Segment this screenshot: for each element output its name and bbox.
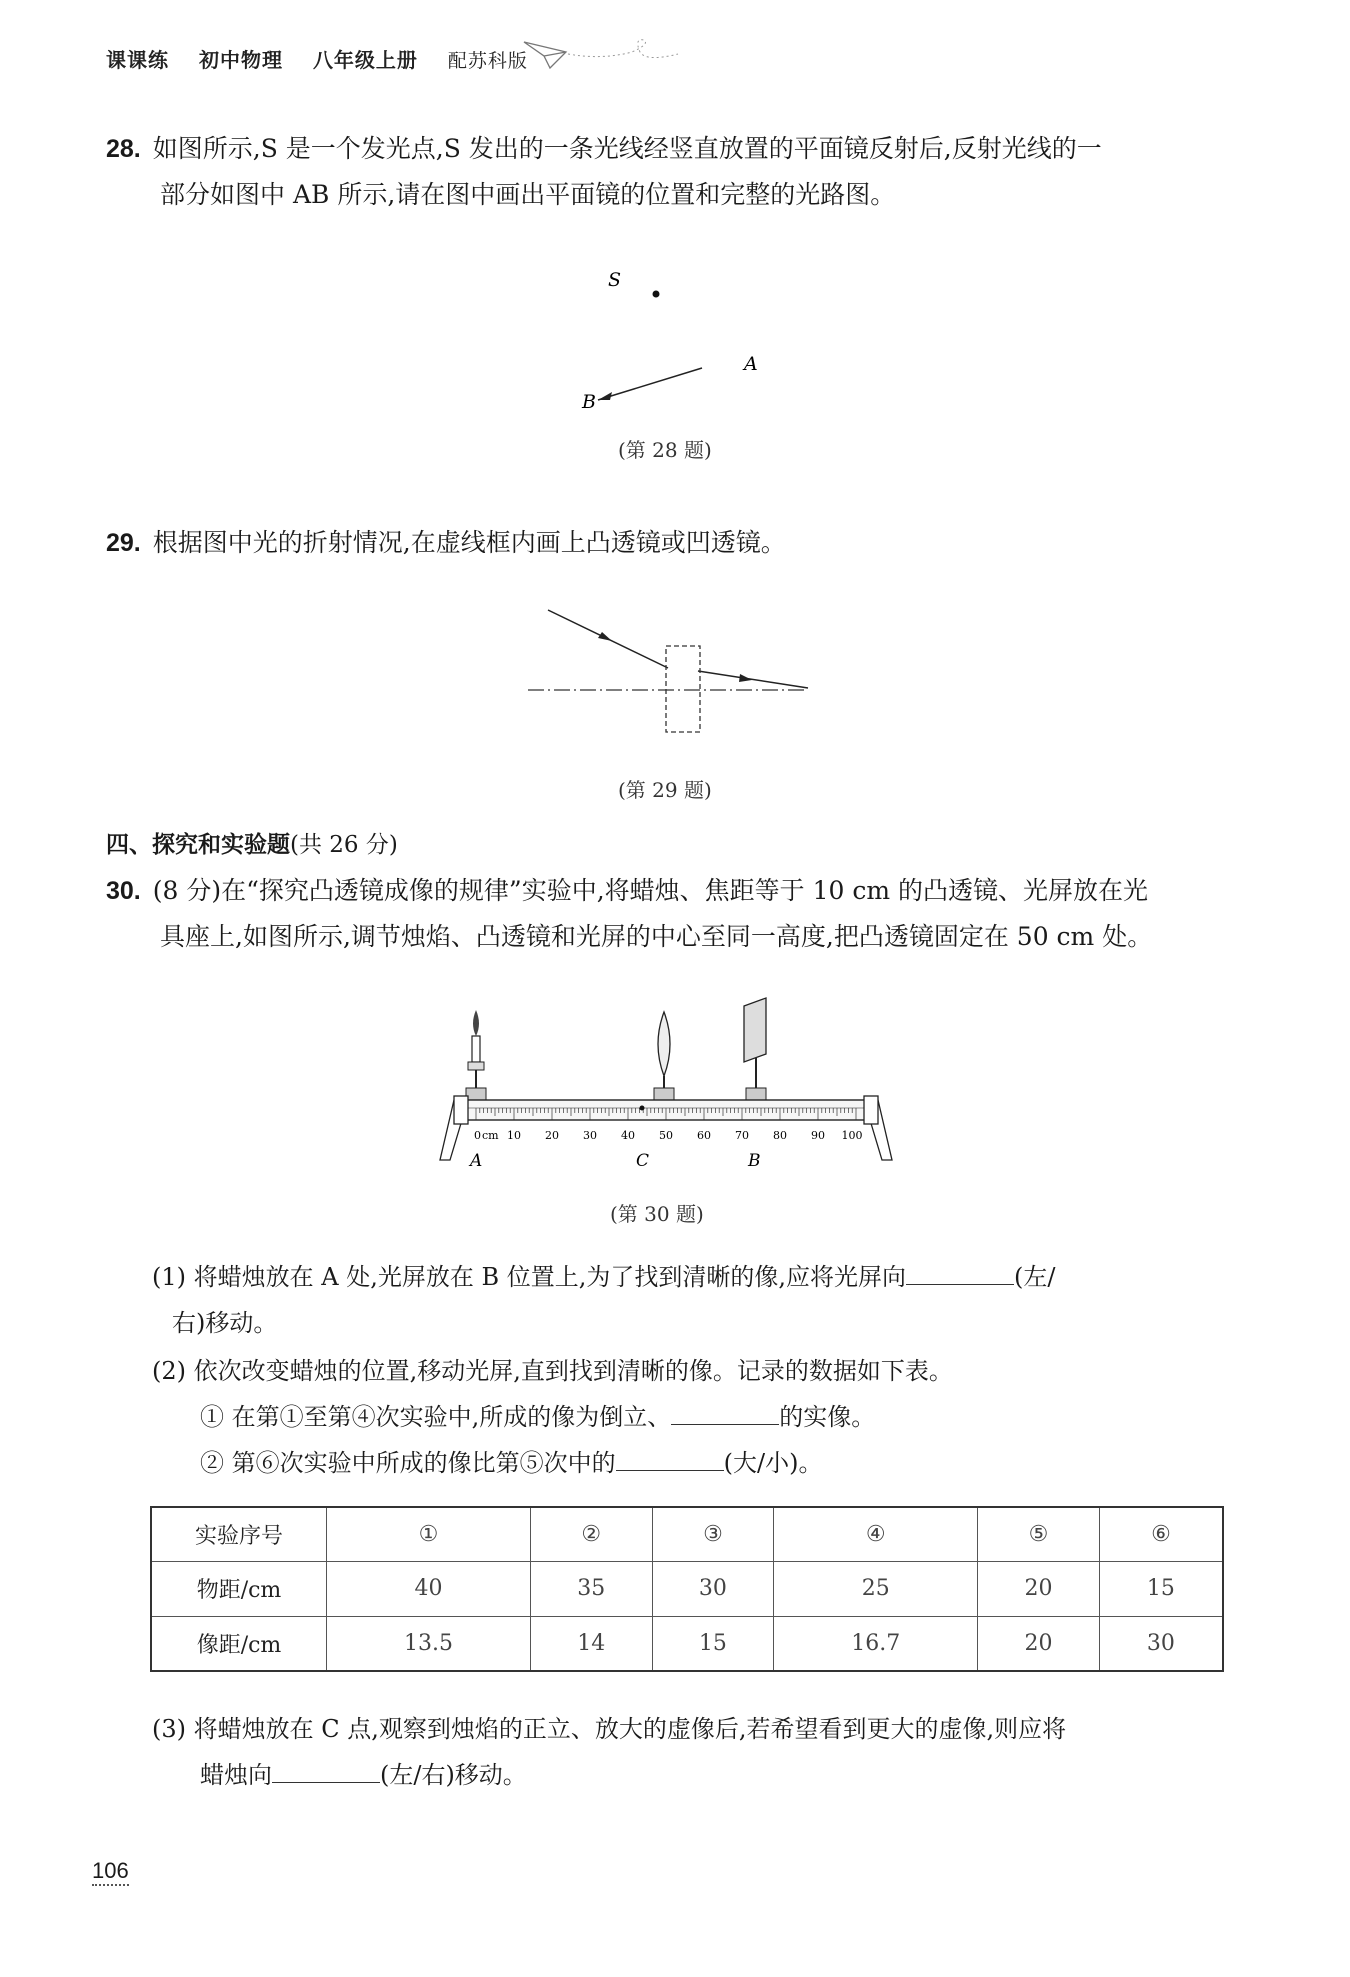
table-cell: 30 — [1099, 1616, 1223, 1671]
q28-figure — [560, 262, 780, 422]
q30-part2-2-end: (大/小)。 — [723, 1449, 823, 1477]
candle-holder — [468, 1062, 484, 1070]
light-screen — [744, 998, 766, 1062]
bench-label-a: A — [470, 1151, 483, 1171]
ruler-tick-70: 70 — [735, 1129, 749, 1142]
ruler-tick-80: 80 — [773, 1129, 787, 1142]
answer-blank-1[interactable] — [906, 1258, 1014, 1285]
q30-optical-bench — [436, 996, 896, 1180]
q30-part2-1-text: ① 在第①至第④次实验中,所成的像为倒立、 — [200, 1403, 672, 1431]
table-header-cell: ① — [327, 1507, 531, 1562]
table-cell: 25 — [774, 1562, 978, 1616]
table-cell: 15 — [1099, 1562, 1223, 1616]
answer-blank-2[interactable] — [671, 1398, 779, 1425]
table-header-row — [151, 1507, 1223, 1562]
table-cell: 20 — [978, 1562, 1100, 1616]
q29-caption: (第 29 题) — [618, 778, 712, 802]
section-title — [106, 826, 398, 859]
bench-label-c: C — [636, 1151, 650, 1171]
header-series: 课课练 — [106, 48, 169, 72]
incident-arrow-icon — [598, 632, 612, 641]
q30-part3-end: (左/右)移动。 — [380, 1761, 527, 1789]
header-subject: 初中物理 — [198, 48, 283, 72]
q28-label-b: B — [582, 391, 596, 413]
table-row — [151, 1562, 1223, 1616]
q30-part2 — [152, 1348, 1232, 1486]
table-cell: 14 — [530, 1616, 652, 1671]
table-header-cell: ④ — [774, 1507, 978, 1562]
ruler-tick-60: 60 — [697, 1129, 711, 1142]
ruler-tick-0: 0 — [474, 1129, 481, 1142]
section-title-text: 四、探究和实验题 — [106, 832, 290, 858]
q30-caption: (第 30 题) — [610, 1202, 704, 1226]
q30-part2-2-text: ② 第⑥次实验中所成的像比第⑤次中的 — [200, 1449, 616, 1477]
q30-line1: (8 分)在“探究凸透镜成像的规律”实验中,将蜡烛、焦距等于 10 cm 的凸透镜、光屏放在光 — [152, 876, 1148, 905]
ruler-tick-100: 100 — [841, 1129, 863, 1142]
ruler-unit: cm — [482, 1129, 499, 1142]
q30-part3-text2: 蜡烛向 — [200, 1761, 272, 1789]
q30-part3 — [152, 1706, 1232, 1798]
refracted-ray — [698, 671, 808, 688]
table-row — [151, 1616, 1223, 1671]
answer-blank-4[interactable] — [272, 1756, 380, 1783]
q30-part3-text: (3) 将蜡烛放在 C 点,观察到烛焰的正立、放大的虚像后,若希望看到更大的虚像,则应将 — [152, 1715, 1067, 1743]
ruler-tick-10: 10 — [507, 1129, 521, 1142]
ruler-tick-50: 50 — [659, 1129, 673, 1142]
point-s — [653, 291, 660, 298]
table-header-cell: ③ — [652, 1507, 774, 1562]
table-header-cell: 实验序号 — [151, 1507, 327, 1562]
table-cell: 30 — [652, 1562, 774, 1616]
q28-label-a: A — [744, 353, 758, 375]
q29-number: 29. — [106, 529, 141, 557]
table-row-label: 像距/cm — [151, 1616, 327, 1671]
table-cell: 20 — [978, 1616, 1100, 1671]
table-cell: 35 — [530, 1562, 652, 1616]
page-header — [106, 44, 550, 73]
ruler-tick-90: 90 — [811, 1129, 825, 1142]
q29-text: 根据图中光的折射情况,在虚线框内画上凸透镜或凹透镜。 — [152, 528, 786, 557]
q30-part2-text: (2) 依次改变蜡烛的位置,移动光屏,直到找到清晰的像。记录的数据如下表。 — [152, 1357, 953, 1385]
refracted-arrow-icon — [739, 674, 752, 682]
answer-blank-3[interactable] — [616, 1444, 724, 1471]
question-28 — [106, 126, 1256, 218]
q28-label-s: S — [608, 269, 622, 291]
header-grade: 八年级上册 — [312, 48, 418, 72]
ruler-tick-30: 30 — [583, 1129, 597, 1142]
candle-flame — [473, 1010, 479, 1036]
table-row-label: 物距/cm — [151, 1562, 327, 1616]
bench-label-b: B — [748, 1151, 761, 1171]
table-cell: 13.5 — [327, 1616, 531, 1671]
data-table — [150, 1506, 1224, 1672]
table-cell: 16.7 — [774, 1616, 978, 1671]
q28-caption: (第 28 题) — [618, 438, 712, 462]
q30-part1 — [152, 1254, 1232, 1346]
convex-lens — [658, 1012, 670, 1076]
ruler-tick-40: 40 — [621, 1129, 635, 1142]
table-header-cell: ⑥ — [1099, 1507, 1223, 1562]
ray-ab — [598, 368, 702, 400]
q30-part1-end: 右)移动。 — [172, 1309, 278, 1337]
question-29 — [106, 520, 1256, 566]
table-header-cell: ② — [530, 1507, 652, 1562]
ruler-tick-20: 20 — [545, 1129, 559, 1142]
header-edition: 配苏科版 — [447, 50, 528, 72]
question-30 — [106, 868, 1256, 960]
q30-part1-options: (左/ — [1014, 1263, 1056, 1291]
q28-line1: 如图所示,S 是一个发光点,S 发出的一条光线经竖直放置的平面镜反射后,反射光线的一 — [152, 134, 1102, 163]
q28-line2: 部分如图中 AB 所示,请在图中画出平面镜的位置和完整的光路图。 — [160, 180, 896, 209]
table-cell: 15 — [652, 1616, 774, 1671]
q30-number: 30. — [106, 877, 141, 905]
dashed-lens-box — [666, 646, 700, 732]
paper-plane-icon — [522, 34, 682, 74]
q30-part2-1-end: 的实像。 — [779, 1403, 876, 1431]
table-cell: 40 — [327, 1562, 531, 1616]
point-c-marker — [640, 1106, 645, 1111]
candle — [472, 1036, 480, 1062]
q29-figure — [520, 598, 820, 748]
q30-line2: 具座上,如图所示,调节烛焰、凸透镜和光屏的中心至同一高度,把凸透镜固定在 50 cm 处。 — [160, 922, 1153, 951]
q30-part1-text: (1) 将蜡烛放在 A 处,光屏放在 B 位置上,为了找到清晰的像,应将光屏向 — [152, 1263, 906, 1291]
table-header-cell: ⑤ — [978, 1507, 1100, 1562]
section-points: (共 26 分) — [290, 832, 398, 858]
page-number: 106 — [92, 1858, 129, 1886]
q28-number: 28. — [106, 135, 141, 163]
